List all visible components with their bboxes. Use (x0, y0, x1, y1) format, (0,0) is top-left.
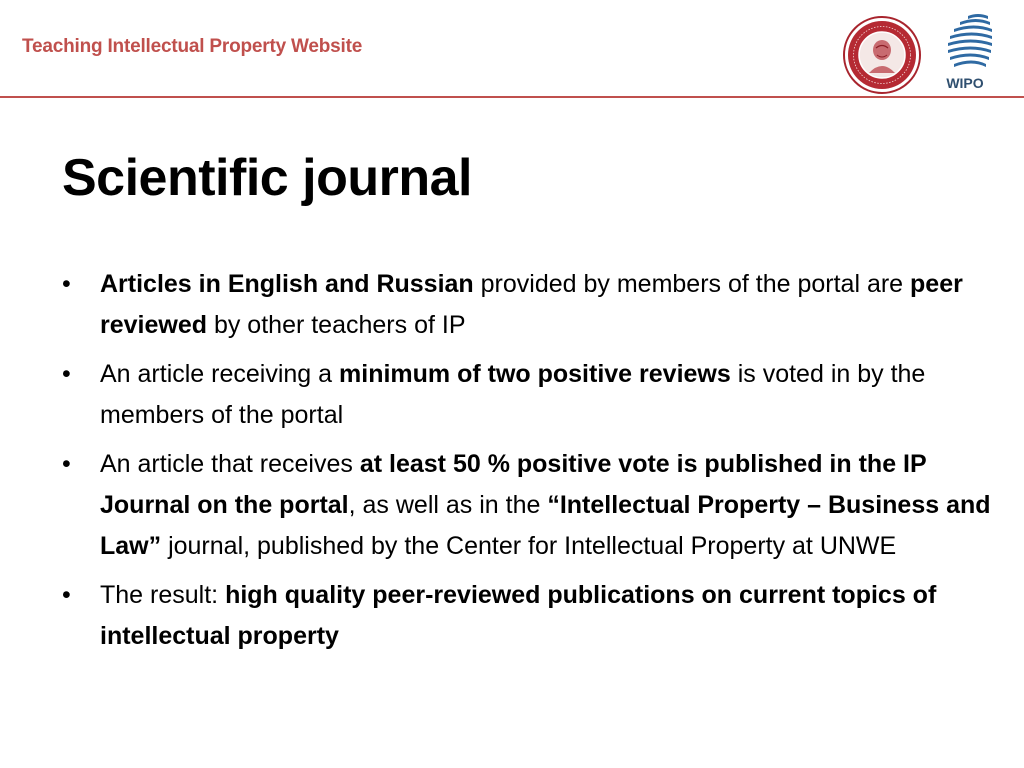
bullet-marker: • (62, 581, 71, 609)
bullet-text: at least 50 % positive vote is published in the IP Journal on the portal (100, 450, 927, 519)
wipo-emblem-icon (928, 8, 1002, 94)
bullet-text: Articles in English and Russian (100, 270, 474, 298)
wipo-logo (928, 8, 1002, 94)
bullet-marker: • (62, 360, 71, 388)
bullet-list (62, 264, 992, 665)
bullet-marker: • (62, 270, 71, 298)
header-divider (0, 96, 1024, 98)
bullet-text: , as well as in the (348, 491, 548, 519)
bullet-item (62, 575, 992, 657)
unwe-seal-logo (842, 15, 922, 95)
bullet-text: by other teachers of IP (207, 311, 466, 339)
bullet-text: An article receiving a (100, 360, 340, 388)
bullet-text: “Intellectual Property – Business and Law” (100, 491, 991, 560)
wipo-label: WIPO (946, 75, 984, 91)
slide-title: Scientific journal (62, 149, 472, 207)
slide-header (0, 0, 1024, 98)
bullet-text: peer reviewed (100, 270, 963, 339)
bullet-item (62, 264, 992, 346)
bullet-text: minimum of two positive reviews (339, 360, 731, 388)
bullet-text: journal, published by the Center for Intellectual Property at UNWE (161, 532, 897, 560)
bullet-text: provided by members of the portal are (473, 270, 911, 298)
bullet-item (62, 354, 992, 436)
bullet-text: An article that receives (100, 450, 360, 478)
bullet-text: is voted in by the members of the portal (100, 360, 926, 429)
bullet-text: high quality peer-reviewed publications on current topics of intellectual property (100, 581, 937, 650)
bullet-marker: • (62, 450, 71, 478)
site-title: Teaching Intellectual Property Website (22, 36, 363, 57)
bullet-item (62, 444, 992, 567)
bullet-text: The result: (100, 581, 226, 609)
